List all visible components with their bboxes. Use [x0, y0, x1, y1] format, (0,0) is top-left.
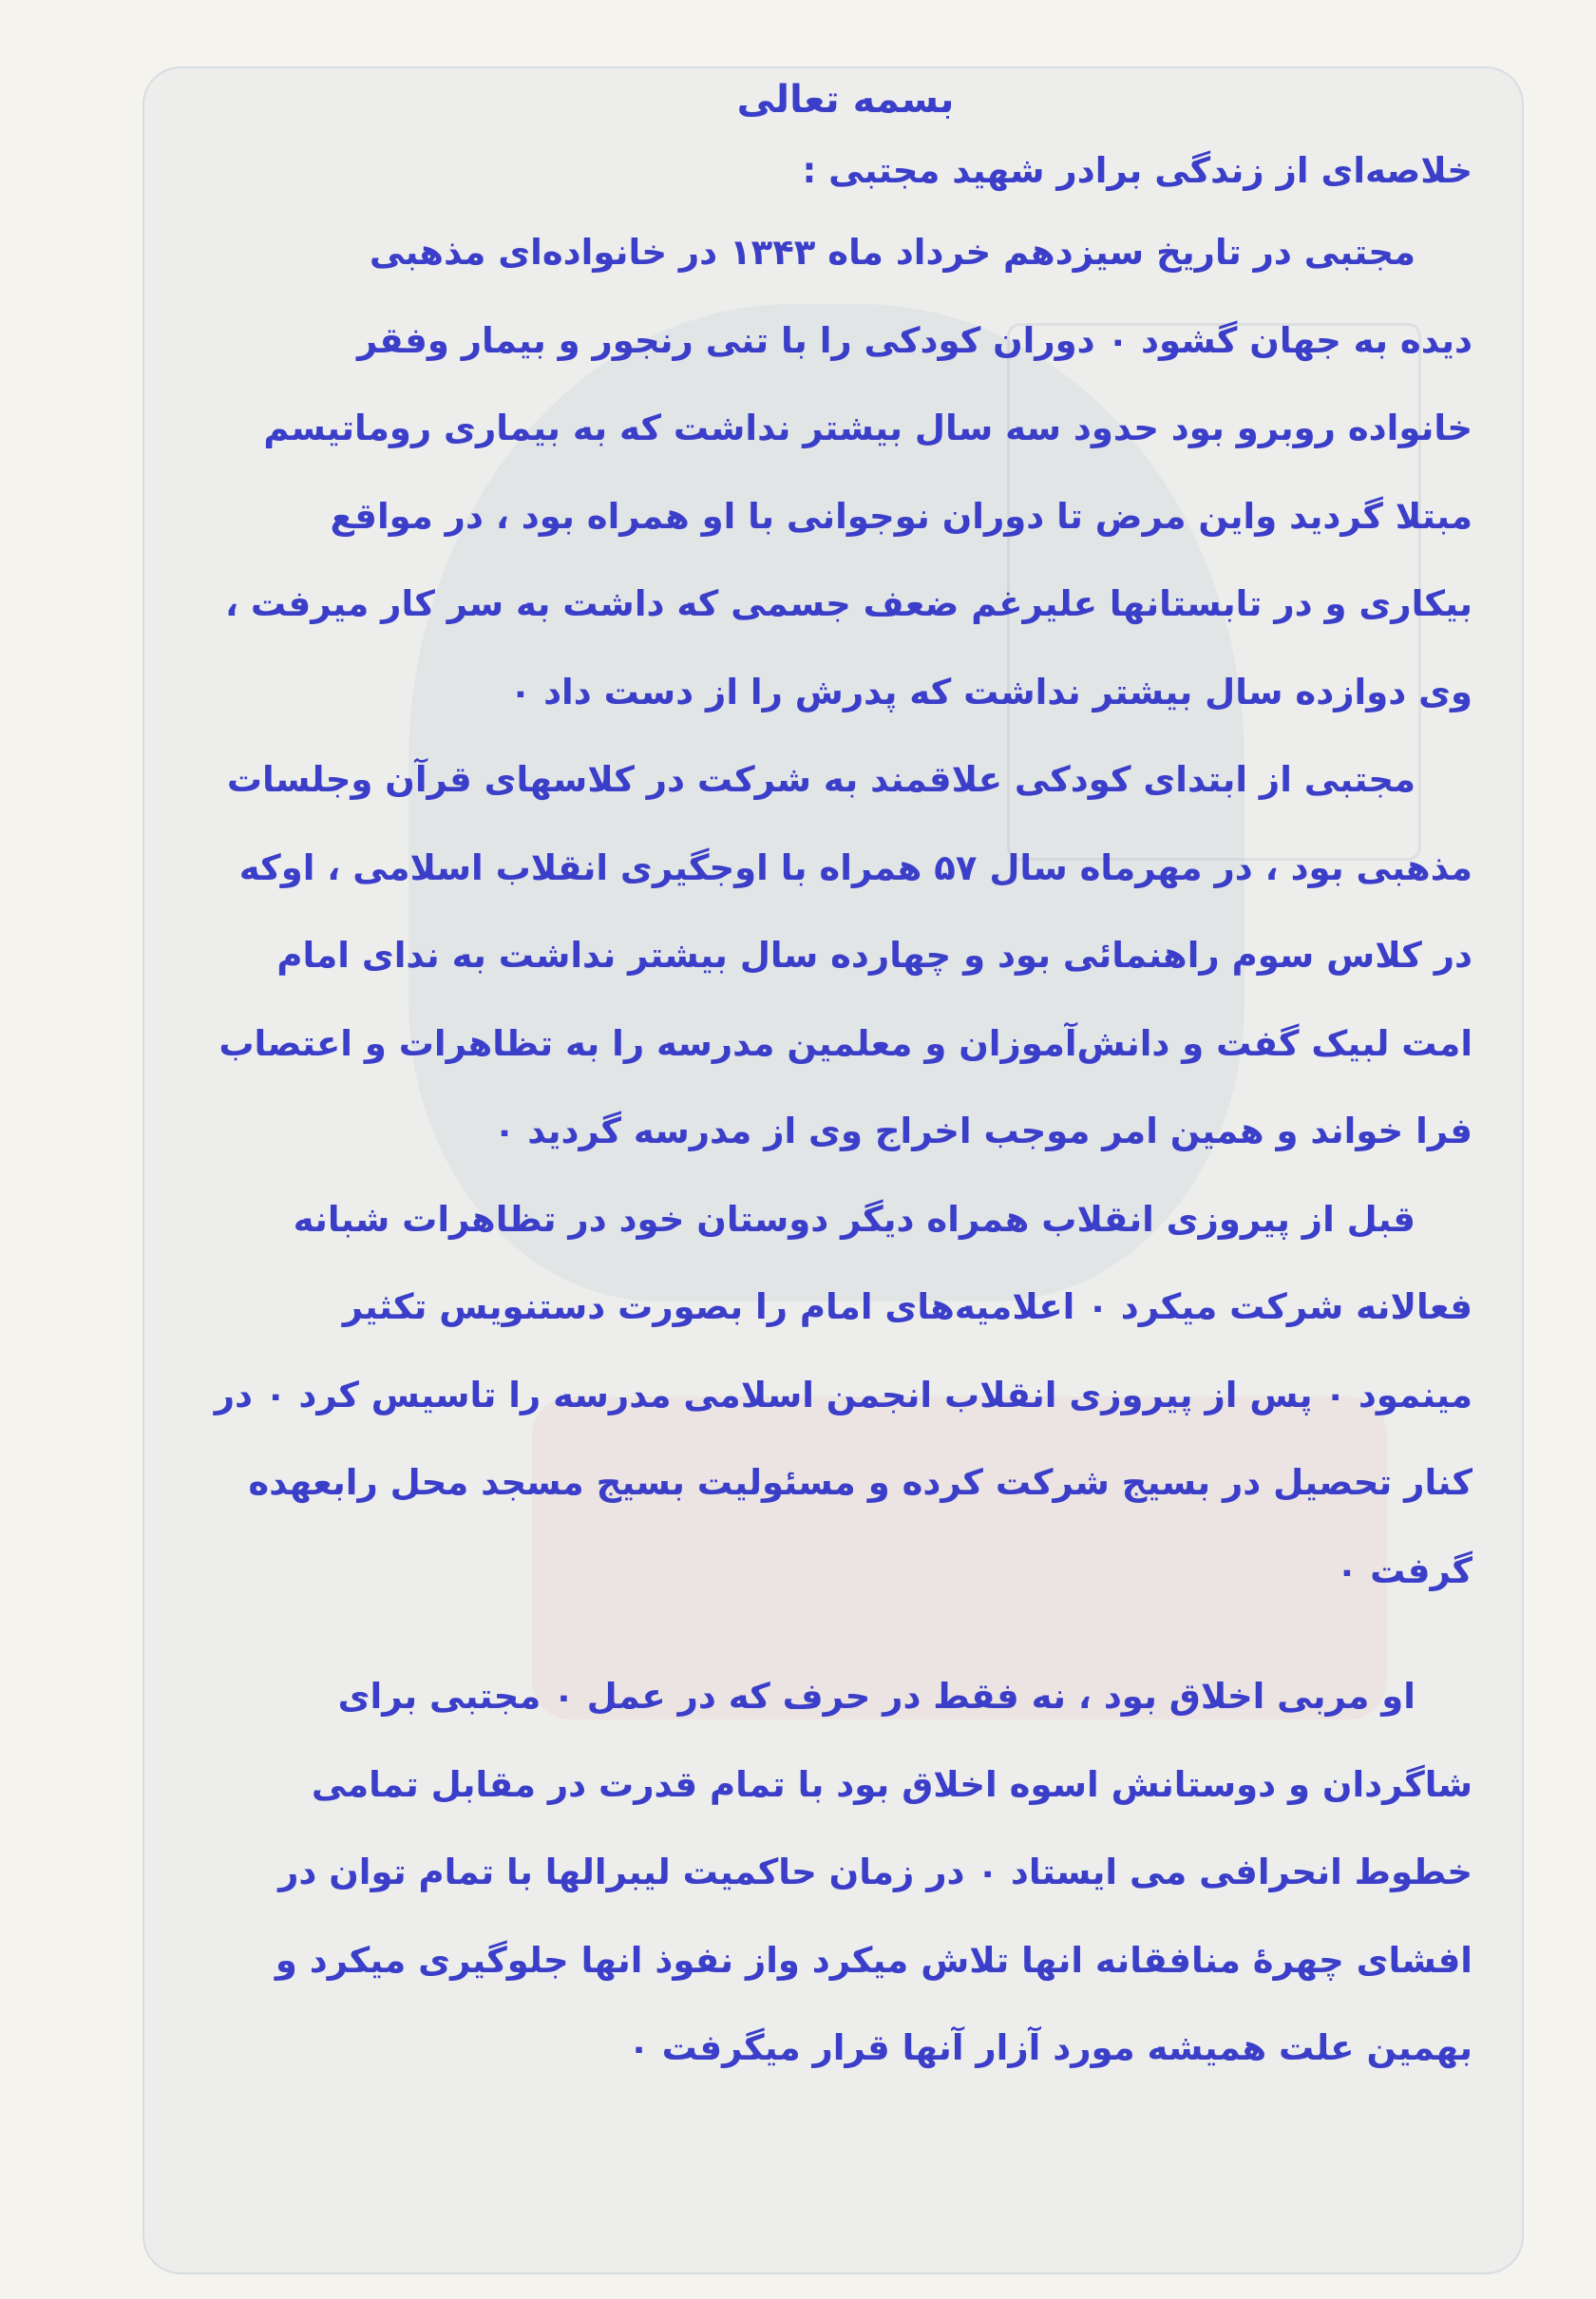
- paragraph-line: مجتبی از ابتدای کودکی علاقمند به شرکت در کلاسهای قرآن وجلسات: [226, 759, 1416, 800]
- document-subheading: خلاصه‌ای از زندگی برادر شهید مجتبی :: [802, 150, 1472, 191]
- paragraph-line: خطوط انحرافی می ایستاد ۰ در زمان حاکمیت لیبرالها با تمام توان در: [278, 1852, 1472, 1892]
- paragraph-1: [142, 209, 1472, 736]
- paragraph-3: [142, 1176, 1472, 1616]
- paragraph-line: دیده به جهان گشود ۰ دوران کودکی را با تنی رنجور و بیمار وفقر: [356, 319, 1472, 361]
- paragraph-gap: [142, 1615, 1472, 1653]
- paragraph-line: فرا خواند و همین امر موجب اخراج وی از مدرسه گردید ۰: [493, 1111, 1472, 1151]
- document-heading: بسمه تعالی: [736, 78, 955, 122]
- paragraph-4: [142, 1653, 1472, 2093]
- paragraph-line: مذهبی بود ، در مهرماه سال ۵۷ همراه با اوجگیری انقلاب اسلامی ، اوکه: [238, 846, 1472, 888]
- paragraph-line: قبل از پیروزی انقلاب همراه دیگر دوستان خود در تظاهرات شبانه: [293, 1198, 1416, 1240]
- paragraph-line: امت لبیک گفت و دانش‌آموزان و معلمین مدرسه را به تظاهرات و اعتصاب: [218, 1022, 1472, 1064]
- paragraph-line: مجتبی در تاریخ سیزدهم خرداد ماه ۱۳۴۳ در خانواده‌ای مذهبی: [369, 232, 1416, 273]
- paragraph-line: افشای چهرهٔ منافقانه انها تلاش میکرد واز نفوذ انها جلوگیری میکرد و: [275, 1939, 1472, 1981]
- paragraph-line: بیکاری و در تابستانها علیرغم ضعف جسمی که داشت به سر کار میرفت ،: [224, 583, 1472, 624]
- paragraph-line: خانواده روبرو بود حدود سه سال بیشتر نداشت که به بیماری روماتیسم: [263, 408, 1472, 448]
- paragraph-line: در کلاس سوم راهنمائی بود و چهارده سال بیشتر نداشت به ندای امام: [276, 935, 1472, 976]
- paragraph-line: فعالانه شرکت میکرد ۰ اعلامیه‌های امام را بصورت دستنویس تکثیر: [342, 1286, 1472, 1327]
- paragraph-line: مینمود ۰ پس از پیروزی انقلاب انجمن اسلامی مدرسه را تاسیس کرد ۰ در: [214, 1374, 1472, 1416]
- paragraph-line: وی دوازده سال بیشتر نداشت که پدرش را از دست داد ۰: [509, 671, 1472, 712]
- paragraph-line: شاگردان و دوستانش اسوه اخلاق بود با تمام قدرت در مقابل تمامی: [311, 1763, 1472, 1805]
- paragraph-line: گرفت ۰: [1336, 1549, 1472, 1591]
- paragraph-line: او مربی اخلاق بود ، نه فقط در حرف که در عمل ۰ مجتبی برای: [337, 1676, 1416, 1717]
- paragraph-line: کنار تحصیل در بسیج شرکت کرده و مسئولیت بسیج مسجد محل رابعهده: [248, 1462, 1472, 1503]
- paragraph-line: بهمین علت همیشه مورد آزار آنها قرار میگرفت ۰: [628, 2027, 1472, 2068]
- paragraph-line: مبتلا گردید واین مرض تا دوران نوجوانی با او همراه بود ، در مواقع: [330, 495, 1472, 537]
- paragraph-2: [142, 736, 1472, 1176]
- document-text: [142, 66, 1472, 2093]
